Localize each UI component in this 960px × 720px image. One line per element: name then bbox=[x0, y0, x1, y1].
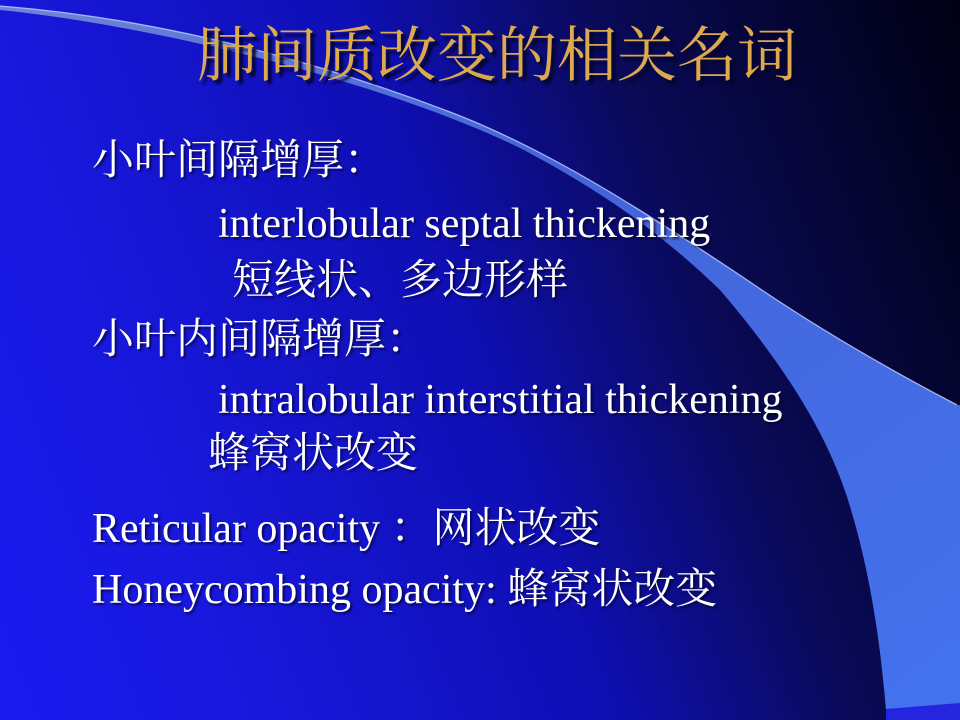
body-line-5: intralobular interstitial thickening bbox=[218, 377, 783, 423]
body-line-1: 小叶间隔增厚： bbox=[92, 138, 387, 184]
body-line-7: Reticular opacity ：网状改变 bbox=[92, 506, 601, 552]
body-line-4: 小叶内间隔增厚： bbox=[92, 317, 429, 363]
body-line-3: 短线状、多边形样 bbox=[232, 258, 569, 304]
body-line-6: 蜂窝状改变 bbox=[208, 431, 419, 477]
slide-title: 肺间质改变的相关名词 bbox=[197, 23, 797, 89]
body-line-2: interlobular septal thickening bbox=[218, 201, 711, 247]
body-line-8: Honeycombing opacity: 蜂窝状改变 bbox=[92, 567, 718, 613]
